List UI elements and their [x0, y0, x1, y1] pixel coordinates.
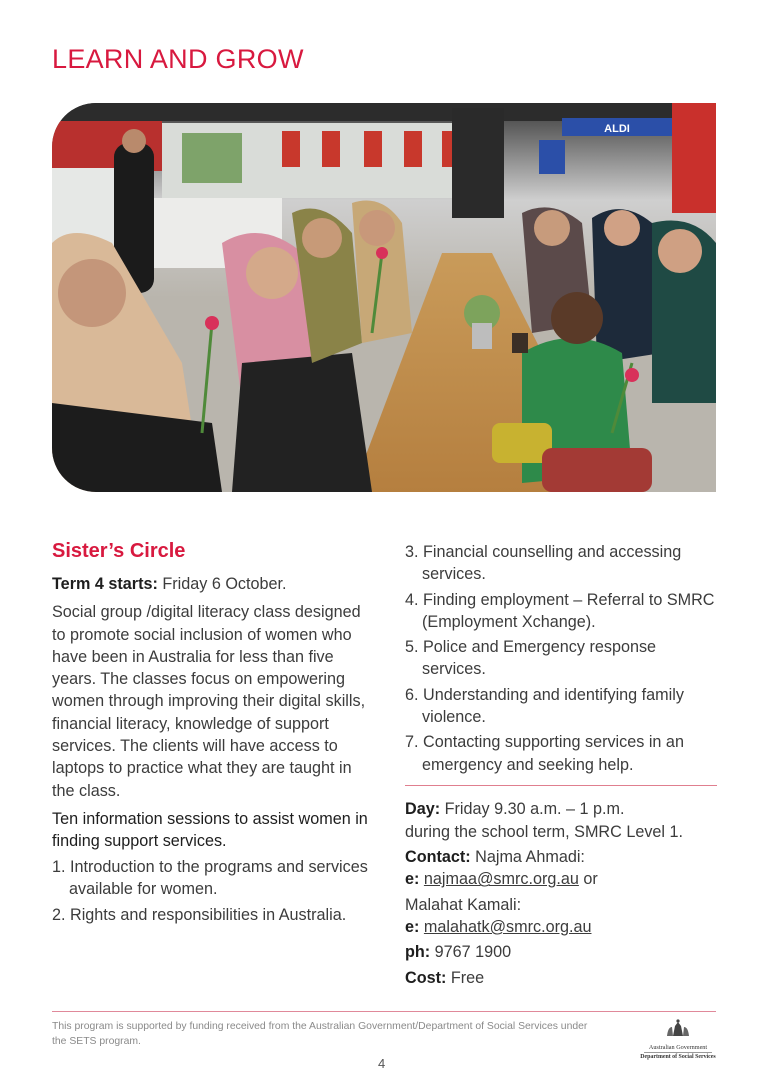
day-label: Day: — [405, 800, 441, 819]
logo-separator — [644, 1052, 712, 1053]
term-value: Friday 6 October. — [157, 575, 287, 593]
day-extra: during the school term, SMRC Level 1. — [405, 822, 684, 841]
aldi-sign: ALDI — [604, 123, 630, 135]
group-photo — [52, 103, 716, 492]
email-link-najma[interactable]: najmaa@smrc.org.au — [423, 870, 579, 889]
photo-illustration — [52, 103, 716, 492]
email-line-2 — [405, 916, 717, 938]
sessions-list-part1 — [52, 856, 372, 926]
session-item: 2. Rights and responsibilities in Australia. — [52, 905, 347, 924]
cost-label: Cost: — [405, 968, 447, 987]
contact2-name: Malahat Kamali: — [405, 895, 522, 914]
contact-value: Najma Ahmadi: — [470, 848, 585, 867]
session-item: 7. Contacting supporting services in an emergency and seeking help. — [405, 733, 684, 774]
footer-divider — [52, 1011, 716, 1012]
sessions-heading: Ten information sessions to assist women in finding support services. — [52, 809, 368, 850]
section-divider — [405, 785, 717, 787]
phone-label: ph: — [405, 943, 431, 962]
session-item: 4. Finding employment – Referral to SMRC (Employment Xchange). — [405, 590, 715, 631]
term-start — [52, 573, 372, 595]
sessions-list-part2 — [405, 541, 717, 776]
program-description: Social group /digital literacy class designed to promote social inclusion of women who have been in Australia for less than five years. The classes focus on empowering women through improving their digital skills, financial literacy, knowledge of support services. The clients will have access to laptops to practice what they are taught in the class. — [52, 603, 366, 800]
cost-info — [405, 967, 717, 989]
contact-info — [405, 846, 717, 868]
email-suffix: or — [578, 870, 598, 889]
email-link-malahat[interactable]: malahatk@smrc.org.au — [423, 917, 592, 936]
program-title: Sister’s Circle — [52, 540, 186, 562]
session-item: 1. Introduction to the programs and services available for women. — [52, 857, 368, 899]
right-column — [405, 541, 717, 992]
term-label: Term 4 starts: — [52, 575, 158, 593]
logo-line-1: Australian Government — [648, 1044, 708, 1051]
page-title: LEARN AND GROW — [52, 44, 304, 74]
phone-value: 9767 1900 — [430, 943, 512, 962]
session-item: 5. Police and Emergency response services. — [405, 638, 657, 679]
program-details — [405, 798, 717, 988]
day-value: Friday 9.30 a.m. – 1 p.m. — [440, 800, 625, 819]
email-label: e: — [405, 917, 420, 936]
coat-of-arms-icon — [663, 1018, 693, 1038]
logo-line-2: Department of Social Services — [640, 1053, 716, 1060]
australian-government-logo — [640, 1018, 716, 1060]
session-item: 3. Financial counselling and accessing services. — [405, 543, 682, 584]
email-label: e: — [405, 870, 420, 889]
funding-notice: This program is supported by funding received from the Australian Government/Department of Social Services under the SETS program. — [52, 1021, 588, 1047]
email-line-1 — [405, 868, 717, 890]
left-column — [52, 540, 372, 929]
session-item: 6. Understanding and identifying family violence. — [405, 685, 684, 727]
day-info — [405, 798, 717, 820]
cost-value: Free — [446, 968, 485, 987]
phone-info — [405, 941, 717, 963]
contact-label: Contact: — [405, 848, 471, 867]
page-number: 4 — [378, 1056, 386, 1071]
